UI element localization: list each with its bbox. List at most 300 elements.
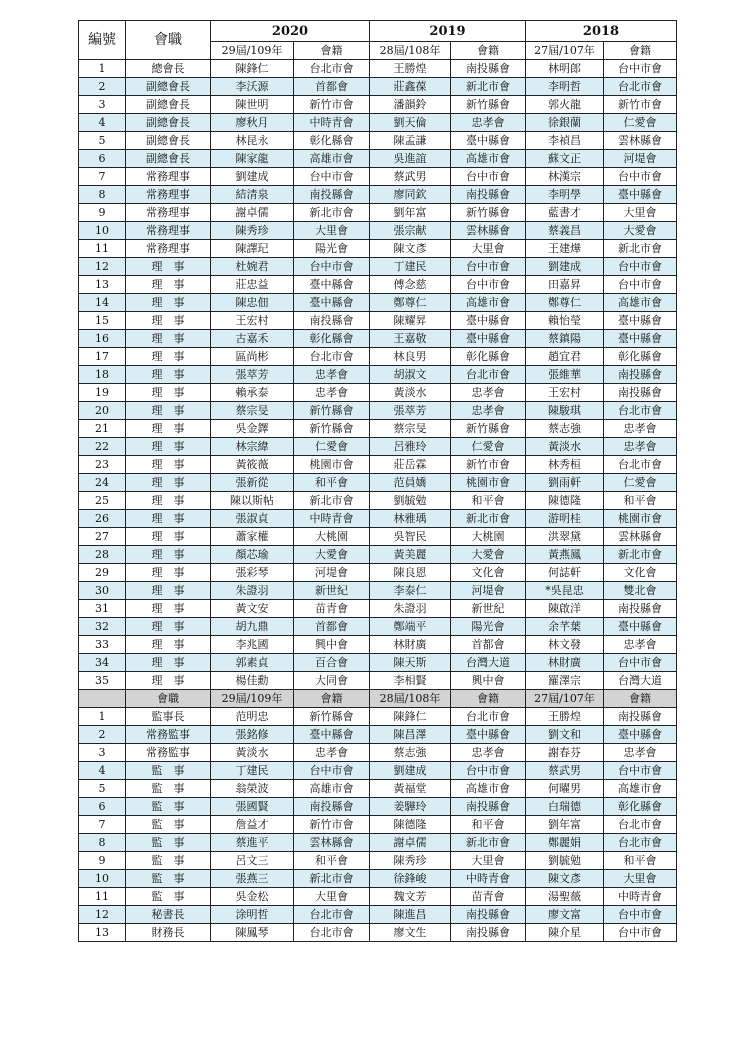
- branch-2019: 彰化縣會: [451, 348, 526, 366]
- name-2019: 李相賢: [370, 672, 451, 690]
- branch-2019: 臺中縣會: [451, 330, 526, 348]
- row-number: 5: [79, 780, 126, 798]
- name-2020: 郭素貞: [211, 654, 294, 672]
- table-row: [79, 222, 677, 240]
- table-row: [79, 582, 677, 600]
- branch-2018-header: 會籍: [604, 42, 677, 60]
- name-2018: 林財廣: [526, 654, 604, 672]
- name-2019: 陳耀昇: [370, 312, 451, 330]
- branch-2018: 雲林縣會: [604, 528, 677, 546]
- branch-2020: 和平會: [294, 474, 370, 492]
- role: 監 事: [126, 870, 211, 888]
- role: 監 事: [126, 780, 211, 798]
- year-2019-header: 2019: [370, 21, 526, 42]
- branch-2019: 興中會: [451, 672, 526, 690]
- name-2019: 劉建成: [370, 762, 451, 780]
- branch-2020: 新竹縣會: [294, 402, 370, 420]
- year-2020-header: 2020: [211, 21, 370, 42]
- role: 監事長: [126, 708, 211, 726]
- name-2020: 陳家龍: [211, 150, 294, 168]
- row-number: 1: [79, 60, 126, 78]
- branch-2018: 和平會: [604, 492, 677, 510]
- name-2018: 廖文富: [526, 906, 604, 924]
- name-2020: 陳秀珍: [211, 222, 294, 240]
- table-row: [79, 924, 677, 942]
- branch-2020: 大里會: [294, 888, 370, 906]
- name-2020: 陳譯玘: [211, 240, 294, 258]
- name-2020: 范明忠: [211, 708, 294, 726]
- name-2019: 吳智民: [370, 528, 451, 546]
- role: 理 事: [126, 348, 211, 366]
- table-row: [79, 492, 677, 510]
- branch-2018: 忠孝會: [604, 438, 677, 456]
- table-row: [79, 636, 677, 654]
- role: 理 事: [126, 330, 211, 348]
- name-2020: 吳金鐸: [211, 420, 294, 438]
- name-2018: 黃淡水: [526, 438, 604, 456]
- branch-2019: 台中市會: [451, 258, 526, 276]
- name-2019: 鄭尊仁: [370, 294, 451, 312]
- table-row: [79, 474, 677, 492]
- branch-2018: 台北市會: [604, 834, 677, 852]
- table-row: [79, 744, 677, 762]
- branch-2019: 南投縣會: [451, 924, 526, 942]
- role-column-header: 會職: [126, 21, 211, 60]
- row-number: 5: [79, 132, 126, 150]
- branch-2018: 忠孝會: [604, 420, 677, 438]
- table-row: [79, 114, 677, 132]
- name-2020: 劉建成: [211, 168, 294, 186]
- role: 理 事: [126, 600, 211, 618]
- name-2020: 賴承泰: [211, 384, 294, 402]
- role: 監 事: [126, 798, 211, 816]
- row-number: 30: [79, 582, 126, 600]
- name-2020: 張新從: [211, 474, 294, 492]
- role: 理 事: [126, 672, 211, 690]
- row-number: 4: [79, 114, 126, 132]
- branch-2018: 台北市會: [604, 402, 677, 420]
- row-number: 21: [79, 420, 126, 438]
- row-number: 9: [79, 204, 126, 222]
- branch-2019: 臺中縣會: [451, 726, 526, 744]
- branch-2020: 臺中縣會: [294, 294, 370, 312]
- role: 理 事: [126, 492, 211, 510]
- table-row: [79, 96, 677, 114]
- branch-2018: 台中市會: [604, 762, 677, 780]
- table-row: [79, 258, 677, 276]
- table-row: [79, 186, 677, 204]
- name-2018: 李明學: [526, 186, 604, 204]
- name-2018: 蔡志強: [526, 420, 604, 438]
- name-2018: 劉年富: [526, 816, 604, 834]
- branch-2020: 大愛會: [294, 546, 370, 564]
- name-2018: 劉建成: [526, 258, 604, 276]
- name-2020: 廖秋月: [211, 114, 294, 132]
- table-row: [79, 888, 677, 906]
- branch-2019: 南投縣會: [451, 60, 526, 78]
- row-number: 15: [79, 312, 126, 330]
- branch-2019: 新北市會: [451, 834, 526, 852]
- name-2018: 李明哲: [526, 78, 604, 96]
- name-2018: 林明郎: [526, 60, 604, 78]
- row-number: 18: [79, 366, 126, 384]
- name-2018: 林漢宗: [526, 168, 604, 186]
- branch-2020: 百合會: [294, 654, 370, 672]
- role: 常務理事: [126, 168, 211, 186]
- name-2019: 范員嬌: [370, 474, 451, 492]
- row-number: 32: [79, 618, 126, 636]
- branch-2020: 高雄市會: [294, 150, 370, 168]
- name-2018: 王建燁: [526, 240, 604, 258]
- name-2018: 陳文彥: [526, 870, 604, 888]
- role: 理 事: [126, 438, 211, 456]
- branch-2019: 南投縣會: [451, 186, 526, 204]
- branch-2020: 新竹市會: [294, 816, 370, 834]
- branch-2020: 台北市會: [294, 906, 370, 924]
- row-number: 12: [79, 906, 126, 924]
- name-2020: 蔡進平: [211, 834, 294, 852]
- name-2019: 呂雅玲: [370, 438, 451, 456]
- name-2020: 區尚彬: [211, 348, 294, 366]
- branch-2019: 臺中縣會: [451, 312, 526, 330]
- table-row: [79, 366, 677, 384]
- name-2020: 顏芯瑜: [211, 546, 294, 564]
- branch-2020: 新北市會: [294, 492, 370, 510]
- row-number: 14: [79, 294, 126, 312]
- branch-2019: 和平會: [451, 816, 526, 834]
- branch-2020: 仁愛會: [294, 438, 370, 456]
- branch-2018: 河堤會: [604, 150, 677, 168]
- table-row: [79, 564, 677, 582]
- name-2019: 劉年富: [370, 204, 451, 222]
- branch-2020: 大桃園: [294, 528, 370, 546]
- role: 理 事: [126, 546, 211, 564]
- row-number: 7: [79, 816, 126, 834]
- name-2019: 劉毓勉: [370, 492, 451, 510]
- name-2020: 張燕三: [211, 870, 294, 888]
- name-2018: 郭火龍: [526, 96, 604, 114]
- branch-2018: 南投縣會: [604, 708, 677, 726]
- branch-2019: 新竹市會: [451, 456, 526, 474]
- role: 理 事: [126, 420, 211, 438]
- branch-2018: 文化會: [604, 564, 677, 582]
- name-2018: 湯聖薇: [526, 888, 604, 906]
- branch-2020: 首都會: [294, 78, 370, 96]
- name-2020: 胡九鼎: [211, 618, 294, 636]
- row-number: 28: [79, 546, 126, 564]
- branch-2020: 台北市會: [294, 348, 370, 366]
- branch-2019: 大里會: [451, 240, 526, 258]
- branch-2020: 興中會: [294, 636, 370, 654]
- name-2018: 陳啟洋: [526, 600, 604, 618]
- branch-2020: 大里會: [294, 222, 370, 240]
- name-2018: 洪翠黛: [526, 528, 604, 546]
- name-2019: 莊鑫葆: [370, 78, 451, 96]
- table-row: [79, 816, 677, 834]
- row-number: 27: [79, 528, 126, 546]
- branch-2018: 新北市會: [604, 546, 677, 564]
- row-number: 1: [79, 708, 126, 726]
- branch-2020-header: 會籍: [294, 42, 370, 60]
- name-2019: 陳昌澤: [370, 726, 451, 744]
- name-2020: 張淑貞: [211, 510, 294, 528]
- row-number: 2: [79, 78, 126, 96]
- table-row: [79, 708, 677, 726]
- role: 理 事: [126, 276, 211, 294]
- role: 總會長: [126, 60, 211, 78]
- name-2019: 廖文生: [370, 924, 451, 942]
- branch-2018: 雙北會: [604, 582, 677, 600]
- role: 常務理事: [126, 240, 211, 258]
- row-number: 35: [79, 672, 126, 690]
- branch-2018: 仁愛會: [604, 114, 677, 132]
- branch-2020: 忠孝會: [294, 366, 370, 384]
- role: 監 事: [126, 816, 211, 834]
- role: 理 事: [126, 258, 211, 276]
- row-number: 8: [79, 834, 126, 852]
- role: 常務監事: [126, 726, 211, 744]
- name-2020: 陳鋒仁: [211, 60, 294, 78]
- branch-2019: 陽光會: [451, 618, 526, 636]
- year-header-row: [79, 21, 677, 42]
- row-number: 16: [79, 330, 126, 348]
- row-number: 12: [79, 258, 126, 276]
- directors-section: [79, 60, 677, 690]
- id-column-header: 編號: [79, 21, 126, 60]
- branch-2020: 台中市會: [294, 168, 370, 186]
- branch-2020: 忠孝會: [294, 744, 370, 762]
- name-2019: 陳文彥: [370, 240, 451, 258]
- branch-2018: 大里會: [604, 870, 677, 888]
- role: 秘書長: [126, 906, 211, 924]
- branch-2019: 新竹縣會: [451, 96, 526, 114]
- branch-2018: 南投縣會: [604, 600, 677, 618]
- name-2019: 王勝煌: [370, 60, 451, 78]
- role: 理 事: [126, 636, 211, 654]
- branch-2019: 台灣大道: [451, 654, 526, 672]
- table-row: [79, 672, 677, 690]
- name-2020: 李兆國: [211, 636, 294, 654]
- branch-2019: 台中市會: [451, 168, 526, 186]
- row-number: 26: [79, 510, 126, 528]
- role: 理 事: [126, 618, 211, 636]
- branch-2019: 大桃園: [451, 528, 526, 546]
- branch-2020: 陽光會: [294, 240, 370, 258]
- name-2020: 涂明哲: [211, 906, 294, 924]
- table-row: [79, 60, 677, 78]
- branch-2018: 台中市會: [604, 168, 677, 186]
- name-2020: 杜婉君: [211, 258, 294, 276]
- branch-2018: 台中市會: [604, 654, 677, 672]
- row-number: 22: [79, 438, 126, 456]
- name-2019: 劉天倫: [370, 114, 451, 132]
- name-2018: 劉雨軒: [526, 474, 604, 492]
- table-row: [79, 402, 677, 420]
- role: 財務長: [126, 924, 211, 942]
- name-2019: 廖同欽: [370, 186, 451, 204]
- table-row: [79, 456, 677, 474]
- branch-2019: 仁愛會: [451, 438, 526, 456]
- branch-2020: 新竹縣會: [294, 420, 370, 438]
- branch-2019: 桃園市會: [451, 474, 526, 492]
- name-2019: 傅念慈: [370, 276, 451, 294]
- branch-2020: 南投縣會: [294, 312, 370, 330]
- supervisors-header-blank: [79, 690, 126, 708]
- name-2018: 趙宜君: [526, 348, 604, 366]
- supervisors-header-row: [79, 690, 677, 708]
- branch-2018: 台中市會: [604, 60, 677, 78]
- table-row: [79, 78, 677, 96]
- table-row: [79, 348, 677, 366]
- supervisors-branch-2018: 會籍: [604, 690, 677, 708]
- branch-2019: 忠孝會: [451, 402, 526, 420]
- name-2018: 鄭麗娟: [526, 834, 604, 852]
- name-2020: 謝卓儒: [211, 204, 294, 222]
- supervisors-term-2019: 28屆/108年: [370, 690, 451, 708]
- branch-2019: 台北市會: [451, 366, 526, 384]
- branch-2019: 大里會: [451, 852, 526, 870]
- table-row: [79, 240, 677, 258]
- role: 理 事: [126, 294, 211, 312]
- row-number: 6: [79, 798, 126, 816]
- name-2020: 張彩琴: [211, 564, 294, 582]
- table-row: [79, 762, 677, 780]
- name-2018: 林秀桓: [526, 456, 604, 474]
- branch-2019: 南投縣會: [451, 906, 526, 924]
- name-2019: 李泰仁: [370, 582, 451, 600]
- branch-2018: 桃園市會: [604, 510, 677, 528]
- name-2020: 林宗緯: [211, 438, 294, 456]
- name-2019: 陳秀珍: [370, 852, 451, 870]
- supervisors-section: [79, 708, 677, 942]
- name-2018: 田嘉昇: [526, 276, 604, 294]
- branch-2018: 新竹市會: [604, 96, 677, 114]
- table-row: [79, 330, 677, 348]
- name-2018: 蘇文正: [526, 150, 604, 168]
- name-2018: 謝春芬: [526, 744, 604, 762]
- row-number: 20: [79, 402, 126, 420]
- name-2018: *吳昆忠: [526, 582, 604, 600]
- role: 理 事: [126, 474, 211, 492]
- branch-2018: 台北市會: [604, 456, 677, 474]
- row-number: 24: [79, 474, 126, 492]
- name-2019: 林雅瑀: [370, 510, 451, 528]
- branch-2020: 臺中縣會: [294, 726, 370, 744]
- branch-2020: 新竹縣會: [294, 708, 370, 726]
- branch-2018: 中時青會: [604, 888, 677, 906]
- name-2019: 潘韻鈴: [370, 96, 451, 114]
- name-2020: 陳忠佃: [211, 294, 294, 312]
- row-number: 3: [79, 744, 126, 762]
- role: 理 事: [126, 654, 211, 672]
- branch-2018: 台北市會: [604, 78, 677, 96]
- branch-2020: 河堤會: [294, 564, 370, 582]
- name-2020: 莊忠益: [211, 276, 294, 294]
- branch-2020: 臺中縣會: [294, 276, 370, 294]
- branch-2020: 台中市會: [294, 762, 370, 780]
- name-2019: 張萃芳: [370, 402, 451, 420]
- row-number: 3: [79, 96, 126, 114]
- table-row: [79, 654, 677, 672]
- row-number: 25: [79, 492, 126, 510]
- role: 副總會長: [126, 78, 211, 96]
- row-number: 4: [79, 762, 126, 780]
- branch-2019: 河堤會: [451, 582, 526, 600]
- name-2019: 蔡武男: [370, 168, 451, 186]
- supervisors-header: [79, 690, 677, 708]
- name-2018: 何曜男: [526, 780, 604, 798]
- name-2018: 蔡義昌: [526, 222, 604, 240]
- role: 理 事: [126, 528, 211, 546]
- name-2019: 陳良恩: [370, 564, 451, 582]
- row-number: 11: [79, 240, 126, 258]
- name-2020: 黃淡水: [211, 744, 294, 762]
- row-number: 2: [79, 726, 126, 744]
- branch-2020: 高雄市會: [294, 780, 370, 798]
- role: 常務理事: [126, 186, 211, 204]
- table-row: [79, 384, 677, 402]
- role: 常務監事: [126, 744, 211, 762]
- branch-2019: 忠孝會: [451, 384, 526, 402]
- name-2019: 莊岳霖: [370, 456, 451, 474]
- table-row: [79, 276, 677, 294]
- branch-2018: 彰化縣會: [604, 798, 677, 816]
- name-2019: 徐鋒峻: [370, 870, 451, 888]
- branch-2019: 台中市會: [451, 762, 526, 780]
- name-2020: 林昆永: [211, 132, 294, 150]
- name-2018: 劉文和: [526, 726, 604, 744]
- table-row: [79, 906, 677, 924]
- name-2018: 藍書才: [526, 204, 604, 222]
- role: 副總會長: [126, 150, 211, 168]
- name-2019: 王嘉敬: [370, 330, 451, 348]
- branch-2019-header: 會籍: [451, 42, 526, 60]
- name-2020: 古嘉禾: [211, 330, 294, 348]
- row-number: 6: [79, 150, 126, 168]
- row-number: 23: [79, 456, 126, 474]
- branch-2019: 忠孝會: [451, 744, 526, 762]
- name-2019: 陳孟謙: [370, 132, 451, 150]
- branch-2019: 文化會: [451, 564, 526, 582]
- name-2018: 陳駿琪: [526, 402, 604, 420]
- branch-2019: 台中市會: [451, 276, 526, 294]
- name-2019: 朱證羽: [370, 600, 451, 618]
- term-2019-header: 28屆/108年: [370, 42, 451, 60]
- row-number: 29: [79, 564, 126, 582]
- name-2018: 賴怡瑩: [526, 312, 604, 330]
- name-2018: 蔡武男: [526, 762, 604, 780]
- table-row: [79, 168, 677, 186]
- branch-2018: 台北市會: [604, 816, 677, 834]
- branch-2019: 台北市會: [451, 708, 526, 726]
- table-row: [79, 438, 677, 456]
- row-number: 19: [79, 384, 126, 402]
- branch-2018: 大里會: [604, 204, 677, 222]
- supervisors-branch-2020: 會籍: [294, 690, 370, 708]
- name-2018: 何誌軒: [526, 564, 604, 582]
- name-2019: 謝卓儒: [370, 834, 451, 852]
- branch-2019: 大愛會: [451, 546, 526, 564]
- branch-2018: 台中市會: [604, 924, 677, 942]
- role: 理 事: [126, 366, 211, 384]
- table-row: [79, 798, 677, 816]
- role: 理 事: [126, 456, 211, 474]
- name-2020: 黃筱薇: [211, 456, 294, 474]
- branch-2018: 台中市會: [604, 276, 677, 294]
- branch-2020: 南投縣會: [294, 798, 370, 816]
- role: 監 事: [126, 834, 211, 852]
- name-2019: 黃美麗: [370, 546, 451, 564]
